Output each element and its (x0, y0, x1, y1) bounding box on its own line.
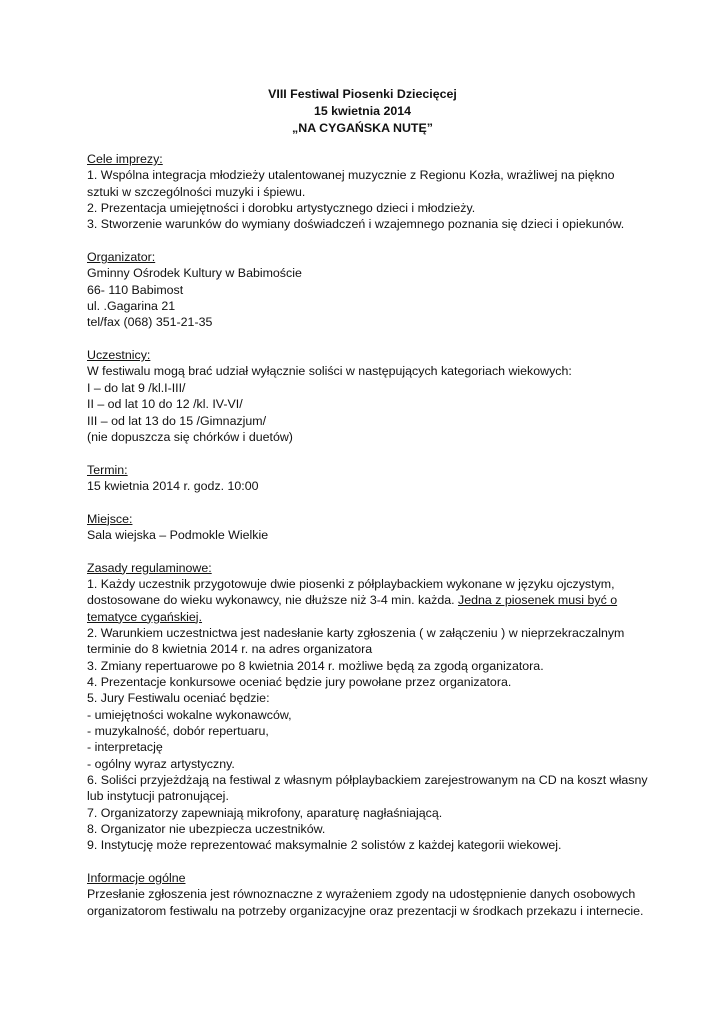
participants-category: II – od lat 10 do 12 /kl. IV-VI/ (87, 397, 243, 412)
organizer-phone: tel/fax (068) 351-21-35 (87, 315, 213, 330)
organizer-postcode: 66- 110 Babimost (87, 282, 184, 297)
rules-underlined-text: tematyce cygańskiej. (87, 609, 203, 624)
spacer (87, 445, 647, 461)
rules-line: 7. Organizatorzy zapewniają mikrofony, aparaturę nagłaśniającą. (87, 805, 443, 820)
festival-date: 15 kwietnia 2014 (313, 104, 412, 118)
participants-line: W festiwalu mogą brać udział wyłącznie soliści w następujących kategoriach wiekowych: (87, 364, 572, 379)
goals-heading: Cele imprezy: (87, 152, 163, 166)
rules-criterion: - muzykalność, dobór repertuaru, (87, 724, 269, 739)
general-line: organizatorom festiwalu na potrzeby organizacyjne oraz prezentacji w środkach przekazu i internecie. (87, 903, 644, 918)
general-heading: Informacje ogólne (87, 871, 186, 886)
rules-underlined-text: Jedna z piosenek musi być o (458, 593, 618, 608)
general-line: Przesłanie zgłoszenia jest równoznaczne z wyrażeniem zgody na udostępnienie danych osobowych (87, 887, 636, 902)
participants-note: (nie dopuszcza się chórków i duetów) (87, 429, 293, 444)
spacer (87, 331, 647, 347)
participants-category: I – do lat 9 /kl.I-III/ (87, 380, 186, 395)
rules-line: lub instytucji patronującej. (87, 789, 229, 804)
term-heading: Termin: (87, 462, 128, 477)
goals-line: 2. Prezentacja umiejętności i dorobku artystycznego dzieci i młodzieży. (87, 201, 476, 216)
rules-heading: Zasady regulaminowe: (87, 560, 212, 575)
document-body (87, 151, 647, 919)
rules-line: 3. Zmiany repertuarowe po 8 kwietnia 2014 r. możliwe będą za zgodą organizatora. (87, 658, 544, 673)
participants-heading: Uczestnicy: (87, 348, 151, 363)
document-header (0, 86, 725, 137)
place-value: Sala wiejska – Podmokle Wielkie (87, 527, 269, 542)
rules-criterion: - interpretację (87, 740, 163, 755)
rules-text: dostosowane do wieku wykonawcy, nie dłuższe niż 3-4 min. każda. (87, 593, 458, 608)
organizer-heading: Organizator: (87, 250, 156, 265)
rules-line: 9. Instytucję może reprezentować maksymalnie 2 solistów z każdej kategorii wiekowej. (87, 838, 562, 853)
rules-line: 5. Jury Festiwalu oceniać będzie: (87, 691, 270, 706)
goals-line: 3. Stworzenie warunków do wymiany doświadczeń i wzajemnego poznania się dzieci i opiekunów. (87, 217, 625, 232)
place-heading: Miejsce: (87, 511, 133, 526)
rules-line: 1. Każdy uczestnik przygotowuje dwie piosenki z półplaybackiem wykonane w języku ojczystym, (87, 576, 615, 591)
spacer (87, 494, 647, 510)
rules-line: 8. Organizator nie ubezpiecza uczestników. (87, 822, 326, 837)
festival-motto: „NA CYGAŃSKA NUTĘ” (292, 121, 433, 135)
rules-criterion: - ogólny wyraz artystyczny. (87, 756, 235, 771)
participants-category: III – od lat 13 do 15 /Gimnazjum/ (87, 413, 267, 428)
organizer-name: Gminny Ośrodek Kultury w Babimoście (87, 266, 302, 281)
rules-line: terminie do 8 kwietnia 2014 r. na adres organizatora (87, 642, 373, 657)
spacer (87, 854, 647, 870)
rules-line: 4. Prezentacje konkursowe oceniać będzie jury powołane przez organizatora. (87, 675, 512, 689)
rules-line: 2. Warunkiem uczestnictwa jest nadesłanie karty zgłoszenia ( w załączeniu ) w nieprzekraczalnym (87, 625, 625, 640)
rules-line: 6. Soliści przyjeżdżają na festiwal z własnym półplaybackiem zarejestrowanym na CD na koszt własny (87, 773, 648, 788)
rules-line (87, 592, 647, 608)
festival-title: VIII Festiwal Piosenki Dziecięcej (268, 87, 457, 101)
rules-criterion: - umiejętności wokalne wykonawców, (87, 707, 292, 722)
organizer-street: ul. .Gagarina 21 (87, 299, 176, 314)
spacer (87, 233, 647, 249)
goals-line: sztuki w szczególności muzyki i śpiewu. (87, 184, 306, 199)
term-value: 15 kwietnia 2014 r. godz. 10:00 (87, 478, 259, 493)
spacer (87, 543, 647, 559)
goals-line: 1. Wspólna integracja młodzieży utalentowanej muzycznie z Regionu Kozła, wrażliwej na piękno (87, 168, 615, 183)
